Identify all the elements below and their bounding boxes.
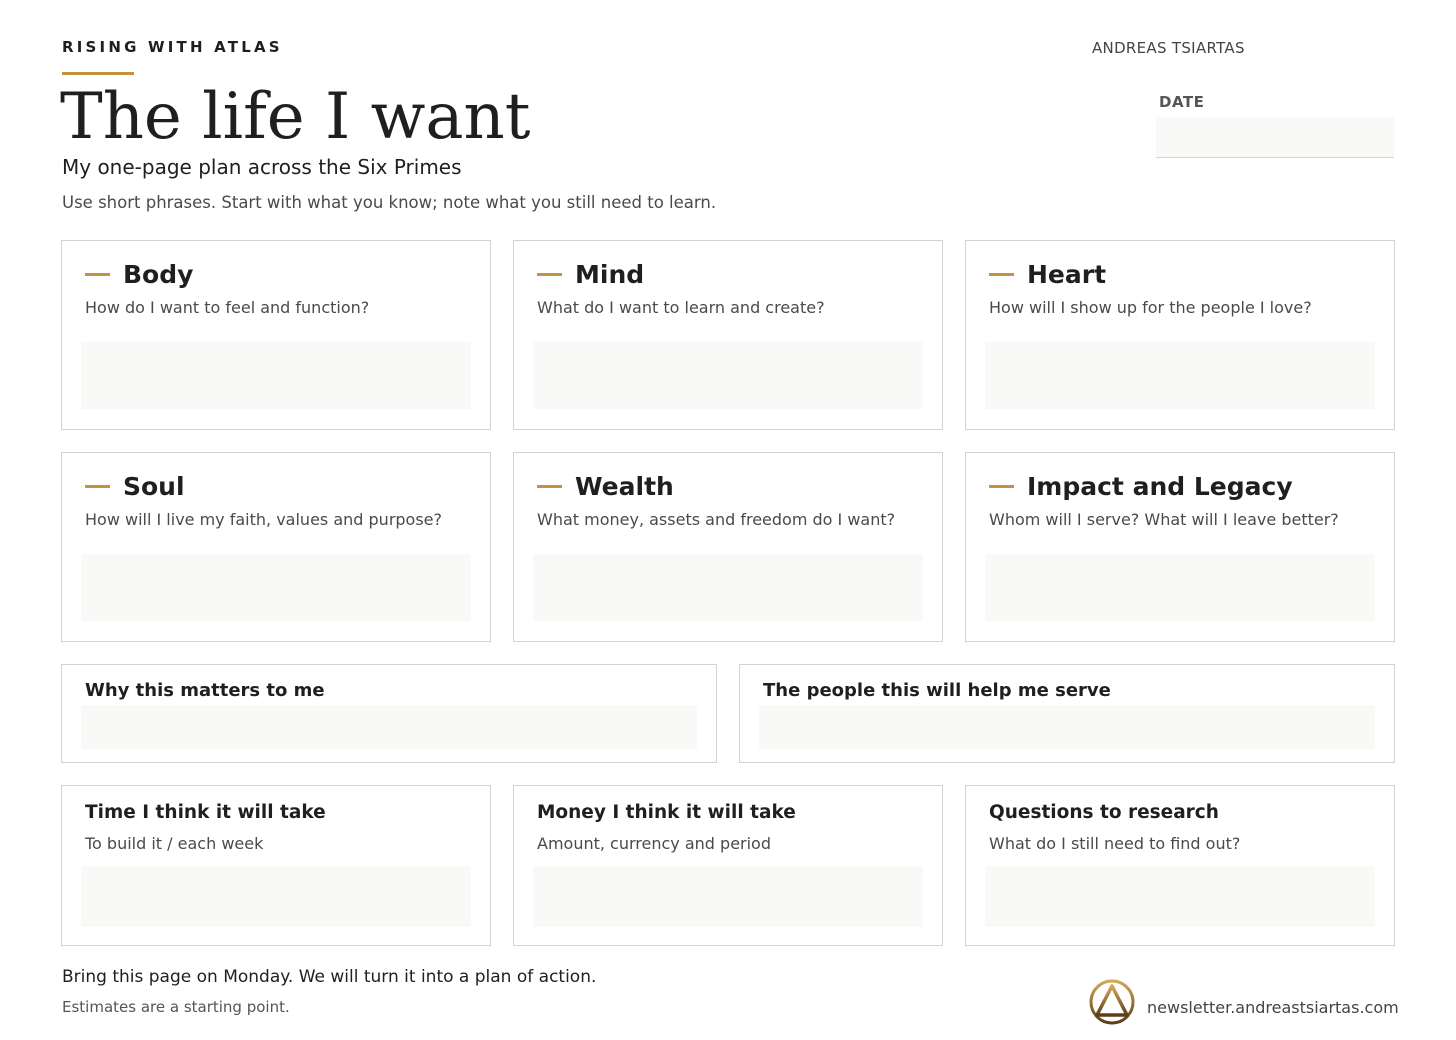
prime-prompt: How will I live my faith, values and purpose? (85, 510, 443, 529)
author-name: ANDREAS TSIARTAS (1092, 39, 1245, 57)
page-subtitle: My one-page plan across the Six Primes (62, 155, 462, 179)
prime-answer-field[interactable] (533, 342, 923, 409)
section-prompt: What do I still need to find out? (989, 834, 1241, 853)
date-field[interactable] (1156, 117, 1394, 158)
prime-title: Wealth (575, 472, 674, 501)
accent-dash (85, 485, 110, 488)
accent-dash (85, 273, 110, 276)
newsletter-url[interactable]: newsletter.andreastsiartas.com (1147, 998, 1399, 1017)
atlas-logo-icon (1089, 979, 1135, 1025)
section-prompt: Amount, currency and period (537, 834, 771, 853)
accent-dash (989, 485, 1014, 488)
prime-answer-field[interactable] (985, 554, 1375, 621)
research-questions-card (965, 785, 1395, 946)
prime-card-mind (513, 240, 943, 430)
footer-message: Bring this page on Monday. We will turn it into a plan of action. (62, 967, 597, 987)
prime-prompt: How do I want to feel and function? (85, 298, 370, 317)
prime-answer-field[interactable] (533, 554, 923, 621)
section-title: Money I think it will take (537, 802, 796, 823)
why-matters-card (61, 664, 717, 763)
prime-title: Impact and Legacy (1027, 472, 1293, 501)
footer-note: Estimates are a starting point. (62, 998, 290, 1016)
date-label: DATE (1159, 93, 1205, 111)
prime-title: Heart (1027, 260, 1107, 289)
time-estimate-field[interactable] (81, 866, 471, 927)
prime-title: Soul (123, 472, 185, 501)
brand-name: RISING WITH ATLAS (62, 38, 283, 56)
prime-title: Body (123, 260, 194, 289)
prime-card-soul (61, 452, 491, 642)
prime-prompt: What money, assets and freedom do I want? (537, 510, 896, 529)
money-estimate-card (513, 785, 943, 946)
people-serve-field[interactable] (759, 705, 1375, 749)
time-estimate-card (61, 785, 491, 946)
prime-answer-field[interactable] (81, 554, 471, 621)
people-serve-card (739, 664, 1395, 763)
prime-answer-field[interactable] (985, 342, 1375, 409)
prime-card-impact-legacy (965, 452, 1395, 642)
research-questions-field[interactable] (985, 866, 1375, 927)
section-title: Why this matters to me (85, 680, 325, 701)
accent-dash (989, 273, 1014, 276)
prime-prompt: Whom will I serve? What will I leave better? (989, 510, 1339, 529)
prime-prompt: How will I show up for the people I love? (989, 298, 1312, 317)
page-title: The life I want (60, 80, 531, 154)
prime-card-wealth (513, 452, 943, 642)
prime-card-body (61, 240, 491, 430)
prime-card-heart (965, 240, 1395, 430)
prime-title: Mind (575, 260, 645, 289)
accent-dash (537, 485, 562, 488)
section-title: The people this will help me serve (763, 680, 1111, 701)
section-title: Time I think it will take (85, 802, 326, 823)
money-estimate-field[interactable] (533, 866, 923, 927)
section-prompt: To build it / each week (85, 834, 264, 853)
why-matters-field[interactable] (81, 705, 697, 749)
accent-dash (537, 273, 562, 276)
brand-accent-rule (62, 72, 134, 75)
prime-prompt: What do I want to learn and create? (537, 298, 825, 317)
section-title: Questions to research (989, 802, 1219, 823)
instructions-text: Use short phrases. Start with what you know; note what you still need to learn. (62, 193, 717, 212)
prime-answer-field[interactable] (81, 342, 471, 409)
